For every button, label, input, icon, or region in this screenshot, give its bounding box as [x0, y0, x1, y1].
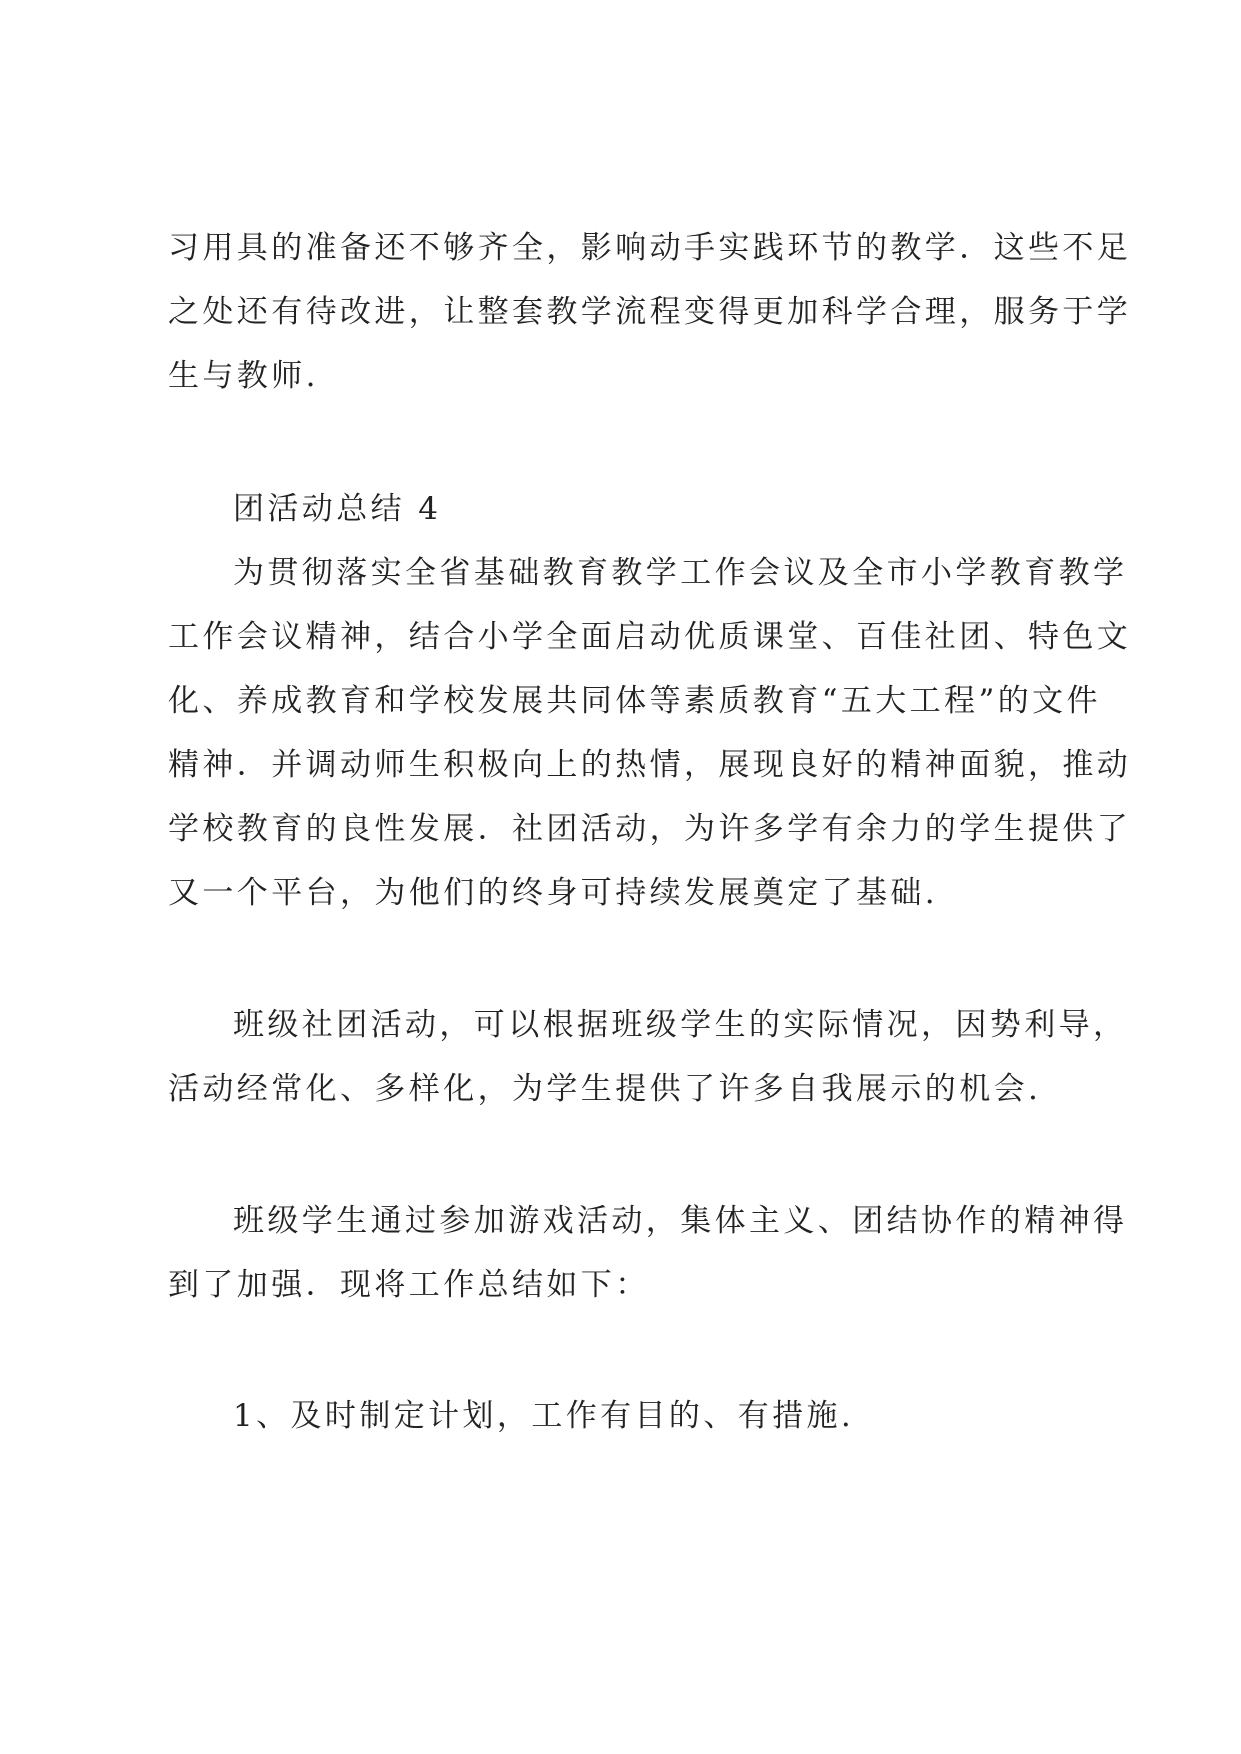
paragraph-line: 又一个平台，为他们的终身可持续发展奠定了基础.: [168, 875, 939, 911]
paragraph-line: 活动经常化、多样化，为学生提供了许多自我展示的机会.: [168, 1071, 1042, 1107]
section-title: 团活动总结 4: [233, 491, 442, 527]
paragraph-line: 工作会议精神，结合小学全面启动优质课堂、百佳社团、特色文: [168, 619, 1132, 655]
paragraph-line: 为贯彻落实全省基础教育教学工作会议及全市小学教育教学: [233, 555, 1128, 591]
list-item: 1、及时制定计划，工作有目的、有措施.: [233, 1398, 855, 1434]
paragraph-line: 习用具的准备还不够齐全，影响动手实践环节的教学．这些不足: [168, 230, 1132, 266]
paragraph-line: 之处还有待改进，让整套教学流程变得更加科学合理，服务于学: [168, 294, 1132, 330]
paragraph-line: 班级学生通过参加游戏活动，集体主义、团结协作的精神得: [233, 1203, 1128, 1239]
paragraph-line: 到了加强．现将工作总结如下：: [168, 1267, 650, 1303]
paragraph-line: 精神．并调动师生积极向上的热情，展现良好的精神面貌，推动: [168, 747, 1132, 783]
paragraph-line: 生与教师.: [168, 358, 319, 394]
paragraph-line: 学校教育的良性发展．社团活动，为许多学有余力的学生提供了: [168, 811, 1132, 847]
paragraph-line: 化、养成教育和学校发展共同体等素质教育“五大工程”的文件: [168, 683, 1101, 719]
paragraph-line: 班级社团活动，可以根据班级学生的实际情况，因势利导，: [233, 1007, 1128, 1043]
